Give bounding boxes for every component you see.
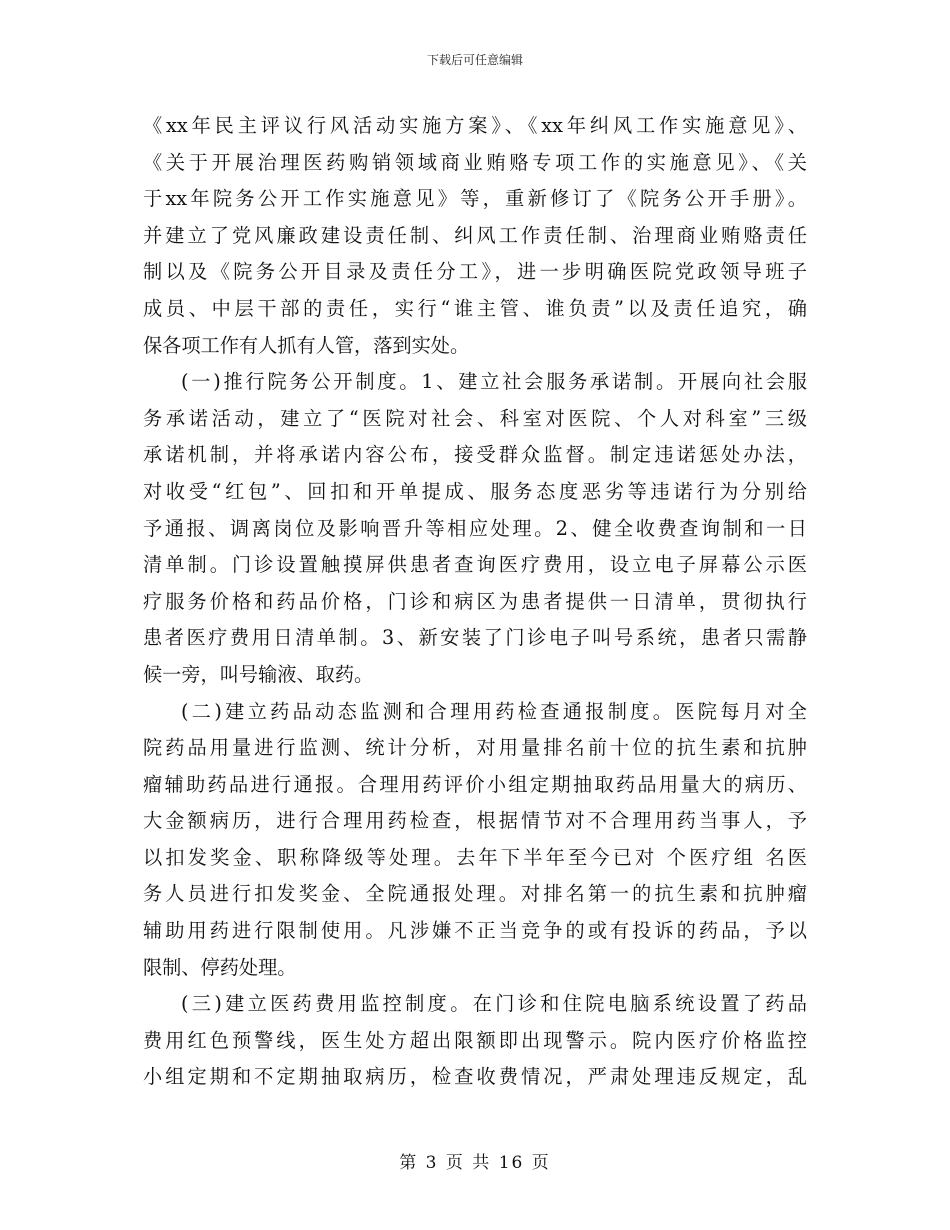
body-line: 务人员进行扣发奖金、全院通报处理。对排名第一的抗生素和抗肿瘤: [143, 882, 807, 906]
body-line: 制以及《院务公开目录及责任分工》，进一步明确医院党政领导班子: [143, 260, 807, 284]
body-line: 费用红色预警线，医生处方超出限额即出现警示。院内医疗价格监控: [143, 1028, 807, 1052]
body-line: 《xx年民主评议行风活动实施方案》、《xx年纠风工作实施意见》、: [143, 114, 807, 137]
body-line: 患者医疗费用日清单制。3、新安装了门诊电子叫号系统，患者只需静: [143, 626, 807, 650]
body-line: 保各项工作有人抓有人管，落到实处。: [143, 333, 470, 357]
body-line: 大金额病历，进行合理用药检查，根据情节对不合理用药当事人，予: [143, 809, 807, 833]
page-number: 第 3 页 共 16 页: [399, 1153, 551, 1173]
document-body: [143, 108, 807, 1096]
body-line: 予通报、调离岗位及影响晋升等相应处理。2、健全收费查询制和一日: [143, 516, 807, 540]
body-line: 清单制。门诊设置触摸屏供患者查询医疗费用，设立电子屏幕公示医: [143, 553, 807, 577]
body-line: 限制、停药处理。: [143, 955, 297, 979]
body-line: 疗服务价格和药品价格，门诊和病区为患者提供一日清单，贯彻执行: [143, 589, 807, 613]
body-line: 《关于开展治理医药购销领域商业贿赂专项工作的实施意见》、《关: [143, 150, 807, 174]
body-line: 院药品用量进行监测、统计分析，对用量排名前十位的抗生素和抗肿: [143, 736, 807, 760]
body-line: 以扣发奖金、职称降级等处理。去年下半年至今已对 个医疗组 名医: [143, 845, 807, 869]
body-line: 小组定期和不定期抽取病历，检查收费情况，严肃处理违反规定，乱: [143, 1065, 807, 1089]
page-header-note: 下载后可任意编辑: [426, 53, 523, 67]
paragraph-3-first-line: (三)建立医药费用监控制度。在门诊和住院电脑系统设置了药品: [181, 992, 807, 1016]
body-line: 辅助用药进行限制使用。凡涉嫌不正当竞争的或有投诉的药品，予以: [143, 919, 807, 943]
body-line: 候一旁，叫号输液、取药。: [143, 662, 374, 686]
body-line: 承诺机制，并将承诺内容公布，接受群众监督。制定违诺惩处办法，: [143, 443, 807, 467]
paragraph-2-first-line: (二)建立药品动态监测和合理用药检查通报制度。医院每月对全: [181, 699, 807, 723]
body-line: 瘤辅助药品进行通报。合理用药评价小组定期抽取药品用量大的病历、: [143, 772, 807, 796]
body-line: 于xx年院务公开工作实施意见》等，重新修订了《院务公开手册》。: [143, 187, 807, 211]
body-line: 对收受“红包”、回扣和开单提成、服务态度恶劣等违诺行为分别给: [143, 479, 807, 503]
body-line: 务承诺活动，建立了“医院对社会、科室对医院、个人对科室”三级: [143, 406, 807, 430]
body-line: 成员、中层干部的责任，实行“谁主管、谁负责”以及责任追究，确: [143, 296, 807, 320]
body-line: 并建立了党风廉政建设责任制、纠风工作责任制、治理商业贿赂责任: [143, 223, 807, 247]
paragraph-1-first-line: (一)推行院务公开制度。1、建立社会服务承诺制。开展向社会服: [181, 370, 807, 394]
